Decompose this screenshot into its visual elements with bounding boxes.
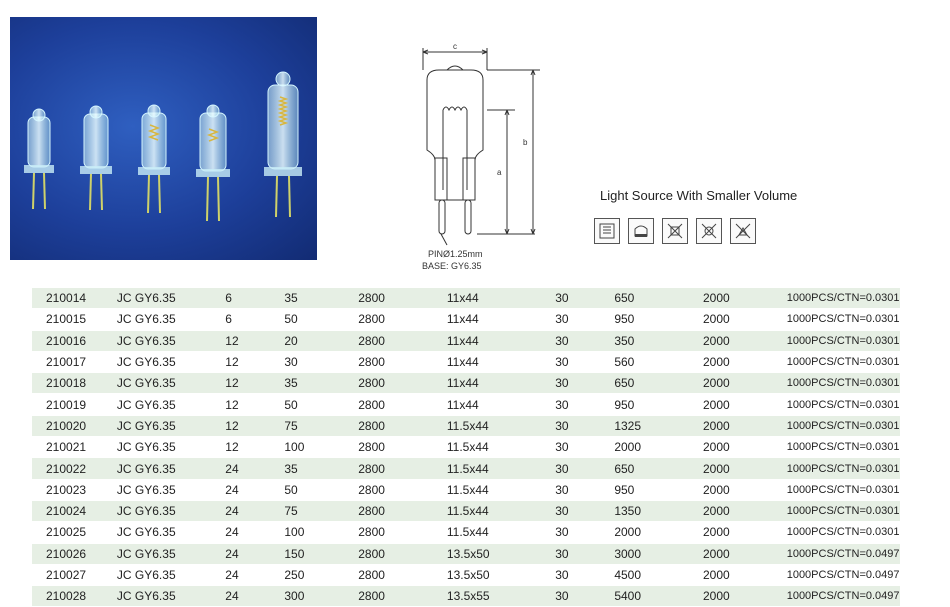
type-cell: JC GY6.35 (116, 312, 176, 327)
color-temp-cell: 2800 (358, 291, 385, 306)
code-cell: 210015 (46, 312, 87, 327)
size-cell: 11x44 (446, 291, 479, 306)
section-title: Light Source With Smaller Volume (600, 188, 798, 203)
wattage-cell: 300 (284, 589, 305, 604)
life-cell: 2000 (702, 461, 730, 476)
table-row (32, 309, 900, 330)
color-temp-cell: 2800 (358, 312, 385, 327)
life-cell: 2000 (702, 589, 730, 604)
life-cell: 2000 (702, 333, 730, 348)
angle-cell: 30 (555, 376, 569, 391)
type-cell: JC GY6.35 (116, 461, 176, 476)
packing-cell: 1000PCS/CTN=0.0301 (786, 398, 900, 411)
color-temp-cell: 2800 (358, 589, 385, 604)
life-cell: 2000 (702, 291, 730, 306)
type-cell: JC GY6.35 (116, 291, 176, 306)
code-cell: 210016 (46, 333, 87, 348)
wattage-cell: 100 (284, 525, 305, 540)
life-cell: 2000 (702, 376, 730, 391)
wattage-cell: 20 (284, 333, 298, 348)
life-cell: 2000 (702, 418, 730, 433)
voltage-cell: 12 (225, 418, 239, 433)
table-row (32, 352, 900, 373)
packing-cell: 1000PCS/CTN=0.0497 (786, 569, 900, 581)
packing-cell: 1000PCS/CTN=0.0301 (786, 505, 900, 518)
lumen-cell: 650 (614, 461, 635, 476)
lamp-outline-diagram (405, 40, 565, 280)
angle-cell: 30 (555, 546, 569, 561)
lumen-cell: 1350 (614, 504, 642, 519)
wattage-cell: 100 (284, 440, 305, 455)
table-row (32, 544, 900, 565)
wattage-cell: 35 (284, 376, 298, 391)
code-cell: 210018 (46, 376, 87, 391)
size-cell: 11x44 (446, 397, 479, 412)
table-row (32, 522, 900, 543)
packing-cell: 1000PCS/CTN=0.0497 (786, 590, 900, 603)
life-cell: 2000 (702, 546, 730, 561)
type-cell: JC GY6.35 (116, 482, 176, 497)
wattage-cell: 50 (284, 482, 298, 497)
size-cell: 13.5x50 (446, 568, 490, 582)
voltage-cell: 6 (225, 291, 232, 306)
size-cell: 11x44 (446, 333, 479, 348)
angle-cell: 30 (555, 525, 569, 540)
code-cell: 210020 (46, 418, 87, 433)
code-cell: 210028 (46, 589, 87, 604)
angle-cell: 30 (555, 482, 569, 497)
lumen-cell: 1325 (614, 418, 642, 433)
packing-cell: 1000PCS/CTN=0.0301 (786, 441, 900, 454)
angle-cell: 30 (555, 397, 569, 412)
wattage-cell: 250 (284, 568, 305, 582)
product-photo (10, 17, 317, 260)
angle-cell: 30 (555, 568, 569, 582)
voltage-cell: 24 (225, 568, 239, 582)
halogen-lamps-image (10, 17, 317, 260)
type-cell: JC GY6.35 (116, 418, 176, 433)
wattage-cell: 35 (284, 461, 298, 476)
size-cell: 11.5x44 (446, 440, 489, 455)
voltage-cell: 24 (225, 504, 239, 519)
code-cell: 210024 (46, 504, 87, 519)
code-cell: 210023 (46, 482, 87, 497)
packing-cell: 1000PCS/CTN=0.0497 (786, 547, 900, 560)
packing-cell: 1000PCS/CTN=0.0301 (786, 483, 900, 496)
voltage-cell: 24 (225, 546, 239, 561)
lumen-cell: 2000 (614, 440, 642, 455)
table-row (32, 416, 900, 437)
life-cell: 2000 (702, 525, 730, 540)
angle-cell: 30 (555, 589, 569, 604)
packing-cell: 1000PCS/CTN=0.0301 (786, 377, 900, 390)
table-row (32, 565, 900, 586)
voltage-cell: 12 (225, 333, 239, 348)
base-spec-label: BASE: GY6.35 (422, 261, 482, 271)
packing-cell: 1000PCS/CTN=0.0301 (786, 334, 900, 347)
crossed-bulb-symbol-icon (696, 218, 722, 244)
lumen-cell: 5400 (614, 589, 642, 604)
table-row (32, 437, 900, 458)
packing-cell: 1000PCS/CTN=0.0301 (786, 292, 900, 305)
voltage-cell: 6 (225, 312, 232, 327)
size-cell: 11x44 (446, 355, 479, 370)
life-cell: 2000 (702, 504, 730, 519)
color-temp-cell: 2800 (358, 397, 385, 412)
wattage-cell: 75 (284, 504, 298, 519)
reflector-symbol-icon (594, 218, 620, 244)
lumen-cell: 4500 (614, 568, 642, 582)
type-cell: JC GY6.35 (116, 440, 176, 455)
code-cell: 210027 (46, 568, 87, 582)
type-cell: JC GY6.35 (116, 355, 176, 370)
life-cell: 2000 (702, 440, 730, 455)
angle-cell: 30 (555, 418, 569, 433)
lamp-spec-table (32, 288, 900, 607)
angle-cell: 30 (555, 504, 569, 519)
lamp-cover-symbol-icon (628, 218, 654, 244)
angle-cell: 30 (555, 355, 569, 370)
angle-cell: 30 (555, 440, 569, 455)
packing-cell: 1000PCS/CTN=0.0301 (786, 419, 900, 432)
dim-b-label: b (523, 138, 528, 147)
angle-cell: 30 (555, 312, 569, 327)
type-cell: JC GY6.35 (116, 376, 176, 391)
lumen-cell: 650 (614, 376, 635, 391)
wattage-cell: 150 (284, 546, 305, 561)
type-cell: JC GY6.35 (116, 504, 176, 519)
color-temp-cell: 2800 (358, 482, 385, 497)
size-cell: 11x44 (446, 376, 479, 391)
voltage-cell: 24 (225, 461, 239, 476)
color-temp-cell: 2800 (358, 440, 385, 455)
color-temp-cell: 2800 (358, 355, 385, 370)
lumen-cell: 560 (614, 355, 635, 370)
code-cell: 210022 (46, 461, 87, 476)
wattage-cell: 50 (284, 312, 298, 327)
lumen-cell: 950 (614, 482, 635, 497)
crossed-lamp-symbol-icon (730, 218, 756, 244)
lumen-cell: 950 (614, 312, 635, 327)
voltage-cell: 24 (225, 525, 239, 540)
life-cell: 2000 (702, 355, 730, 370)
wattage-cell: 75 (284, 418, 298, 433)
voltage-cell: 12 (225, 355, 239, 370)
size-cell: 11x44 (446, 312, 479, 327)
type-cell: JC GY6.35 (116, 589, 176, 604)
crossed-box-symbol-icon (662, 218, 688, 244)
color-temp-cell: 2800 (358, 461, 385, 476)
dim-a-label: a (497, 168, 502, 177)
lumen-cell: 2000 (614, 525, 642, 540)
table-row (32, 586, 900, 607)
size-cell: 13.5x50 (446, 546, 490, 561)
packing-cell: 1000PCS/CTN=0.0301 (786, 313, 900, 326)
code-cell: 210014 (46, 291, 87, 306)
type-cell: JC GY6.35 (116, 333, 176, 348)
table-row (32, 331, 900, 352)
wattage-cell: 50 (284, 397, 298, 412)
packing-cell: 1000PCS/CTN=0.0301 (786, 356, 900, 369)
table-row (32, 288, 900, 309)
angle-cell: 30 (555, 291, 569, 306)
code-cell: 210026 (46, 546, 87, 561)
size-cell: 13.5x55 (446, 589, 490, 604)
packing-cell: 1000PCS/CTN=0.0301 (786, 526, 900, 539)
voltage-cell: 24 (225, 482, 239, 497)
lamp-dimension-drawing (405, 40, 565, 280)
table-row (32, 480, 900, 501)
lumen-cell: 3000 (614, 546, 642, 561)
type-cell: JC GY6.35 (116, 397, 176, 412)
size-cell: 11.5x44 (446, 504, 489, 519)
wattage-cell: 30 (284, 355, 298, 370)
color-temp-cell: 2800 (358, 504, 385, 519)
voltage-cell: 12 (225, 397, 239, 412)
table-row (32, 458, 900, 479)
voltage-cell: 24 (225, 589, 239, 604)
color-temp-cell: 2800 (358, 376, 385, 391)
type-cell: JC GY6.35 (116, 525, 176, 540)
color-temp-cell: 2800 (358, 525, 385, 540)
symbol-icons-row (594, 218, 756, 244)
wattage-cell: 35 (284, 291, 298, 306)
code-cell: 210019 (46, 397, 87, 412)
life-cell: 2000 (702, 312, 730, 327)
size-cell: 11.5x44 (446, 418, 489, 433)
life-cell: 2000 (702, 397, 730, 412)
color-temp-cell: 2800 (358, 568, 385, 582)
voltage-cell: 12 (225, 376, 239, 391)
packing-cell: 1000PCS/CTN=0.0301 (786, 462, 900, 475)
code-cell: 210021 (46, 440, 87, 455)
angle-cell: 30 (555, 461, 569, 476)
size-cell: 11.5x44 (446, 525, 489, 540)
code-cell: 210025 (46, 525, 87, 540)
table-row (32, 394, 900, 415)
type-cell: JC GY6.35 (116, 568, 176, 582)
size-cell: 11.5x44 (446, 461, 489, 476)
life-cell: 2000 (702, 482, 730, 497)
code-cell: 210017 (46, 355, 87, 370)
color-temp-cell: 2800 (358, 546, 385, 561)
type-cell: JC GY6.35 (116, 546, 176, 561)
pin-spec-label: PINØ1.25mm (428, 249, 483, 259)
lumen-cell: 950 (614, 397, 635, 412)
angle-cell: 30 (555, 333, 569, 348)
table-row (32, 373, 900, 394)
size-cell: 11.5x44 (446, 482, 489, 497)
life-cell: 2000 (702, 568, 730, 582)
lumen-cell: 650 (614, 291, 635, 306)
voltage-cell: 12 (225, 440, 239, 455)
lumen-cell: 350 (614, 333, 635, 348)
color-temp-cell: 2800 (358, 418, 385, 433)
table-row (32, 501, 900, 522)
dim-c-label: c (453, 42, 457, 51)
color-temp-cell: 2800 (358, 333, 385, 348)
